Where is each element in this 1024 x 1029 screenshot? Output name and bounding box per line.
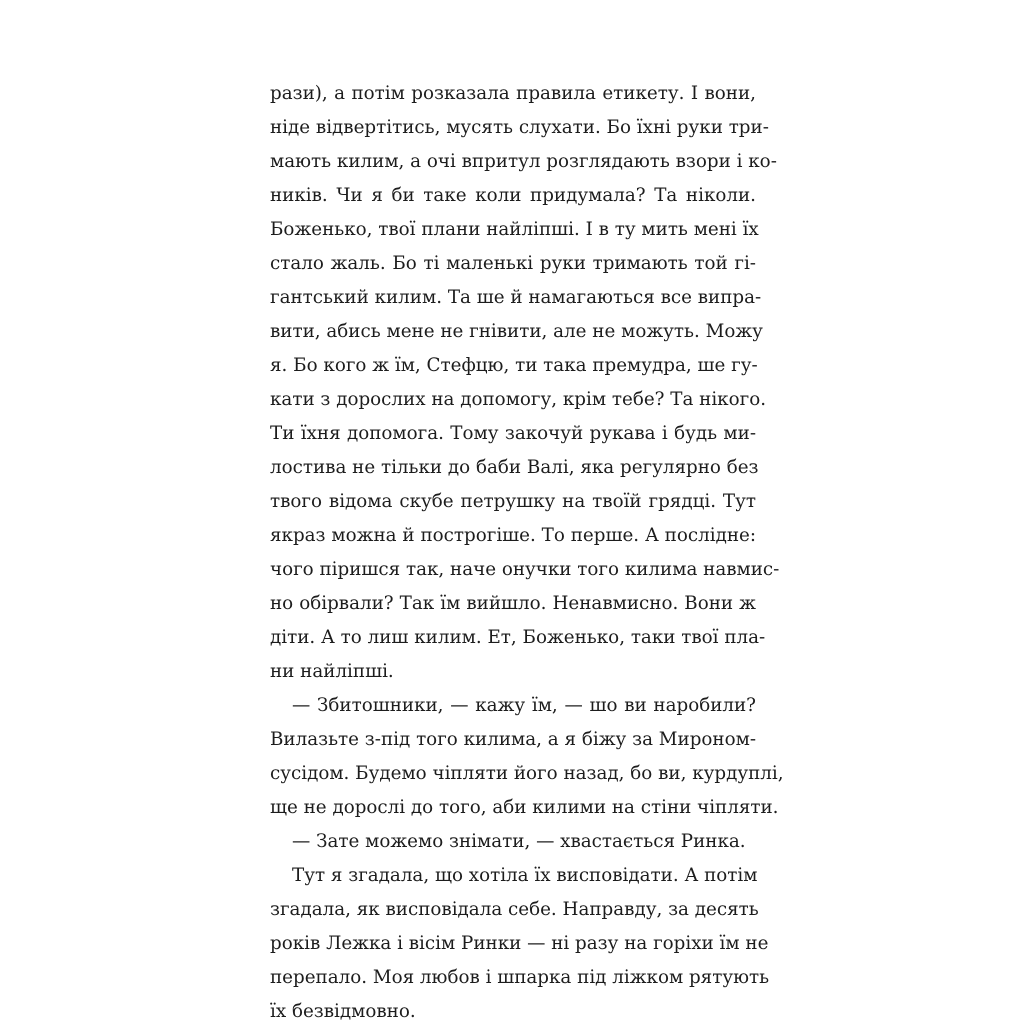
text-line: ників. Чи я би таке коли придумала? Та ніколи. — [270, 185, 756, 206]
text-line: рази), а потім розказала правила етикету. І вони, — [270, 83, 756, 104]
text-line: Боженько, твої плани найліпші. І в ту мить мені їх — [270, 219, 759, 240]
text-line: Ти їхня допомога. Тому закочуй рукава і будь ми- — [270, 423, 756, 444]
text-line: — Збитошники, — кажу їм, — шо ви наробили? — [292, 695, 756, 716]
text-line: ни найліпші. — [270, 661, 394, 682]
text-line: чого піришся так, наче онучки того килима навмис- — [270, 559, 780, 580]
text-line: якраз можна й построгіше. То перше. А послідне: — [270, 525, 756, 546]
text-line: — Зате можемо знімати, — хвастається Ринка. — [292, 831, 746, 852]
text-line: сусідом. Будемо чіпляти його назад, бо ви, курдуплі, — [270, 763, 784, 784]
text-line: перепало. Моя любов і шпарка під ліжком рятують — [270, 967, 770, 988]
text-line: Тут я згадала, що хотіла їх висповідати. А потім — [292, 865, 758, 886]
text-line: кати з дорослих на допомогу, крім тебе? Та нікого. — [270, 389, 767, 410]
body-text — [270, 77, 784, 1029]
text-line: лостива не тільки до баби Валі, яка регулярно без — [270, 457, 759, 478]
text-line: ніде відвертітись, мусять слухати. Бо їхні руки три- — [270, 117, 769, 138]
text-line: гантський килим. Та ше й намагаються все випра- — [270, 287, 762, 308]
text-line: я. Бо кого ж їм, Стефцю, ти така премудра, ше гу- — [270, 355, 758, 376]
text-line: твого відома скубе петрушку на твоїй грядці. Тут — [270, 491, 756, 512]
text-line: згадала, як висповідала себе. Направду, за десять — [270, 899, 759, 920]
text-line: років Лежка і вісім Ринки — ні разу на горіхи їм не — [270, 933, 769, 954]
text-line: вити, абись мене не гнівити, але не можуть. Можу — [270, 321, 763, 342]
text-line: Вилазьте з-під того килима, а я біжу за Мироном- — [270, 729, 756, 750]
text-line: мають килим, а очі впритул розглядають взори і ко- — [270, 151, 777, 172]
text-line: діти. А то лиш килим. Ет, Боженько, таки твої пла- — [270, 627, 766, 648]
text-line: їх безвідмовно. — [270, 1001, 416, 1022]
text-line: стало жаль. Бо ті маленькі руки тримають той гі- — [270, 253, 756, 274]
text-line: ще не дорослі до того, аби килими на стіни чіпляти. — [270, 797, 779, 818]
text-line: но обірвали? Так їм вийшло. Ненавмисно. Вони ж — [270, 593, 756, 614]
